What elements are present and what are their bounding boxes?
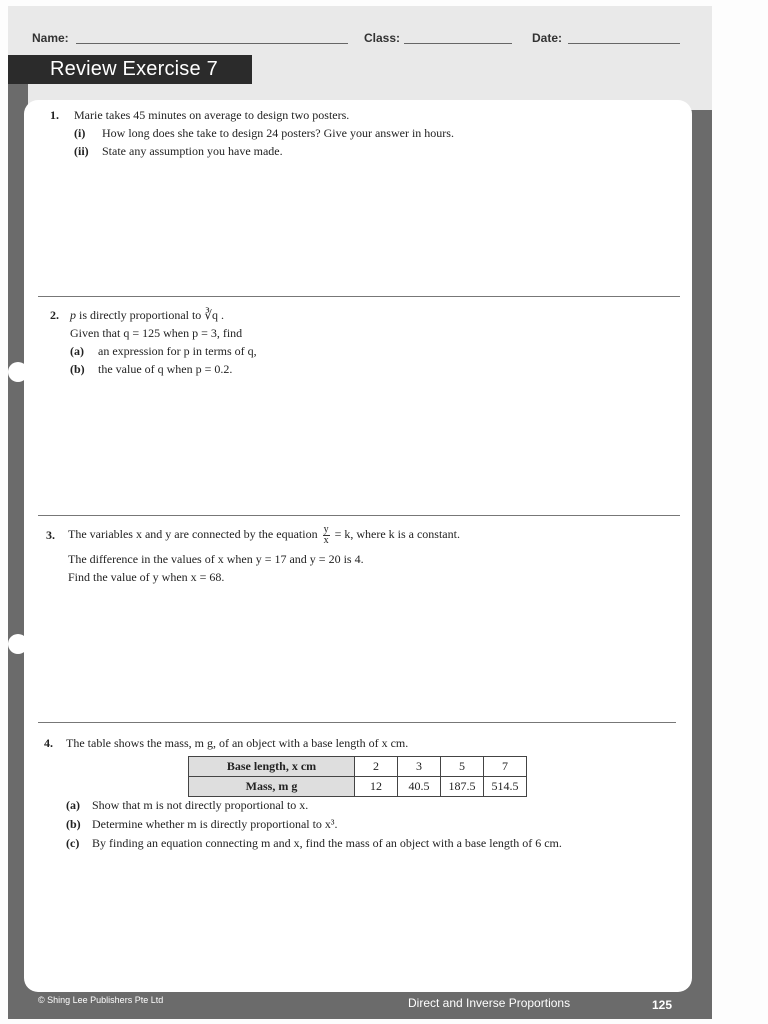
footer-page-number: 125 [652, 998, 673, 1012]
q3-fraction [323, 525, 330, 546]
q3-line1 [68, 522, 460, 546]
table-cell: 514.5 [484, 777, 527, 797]
q2-line1 [70, 308, 224, 323]
footer-chapter: Direct and Inverse Proportions [408, 996, 571, 1010]
name-line [76, 43, 348, 44]
q4-stem: The table shows the mass, m g, of an object with a base length of x cm. [66, 736, 409, 750]
q3-line2: The difference in the values of x when y = 17 and y = 20 is 4. [68, 552, 364, 566]
q4-part-text: Show that m is not directly proportional to x. [92, 798, 309, 812]
q2-number: 2. [50, 308, 59, 322]
q4-part-text: By finding an equation connecting m and x, find the mass of an object with a base length of 6 cm. [92, 836, 562, 850]
name-label: Name: [32, 31, 69, 45]
table-cell: 5 [441, 757, 484, 777]
table-header-cell: Base length, x cm [189, 757, 355, 777]
q1-number: 1. [50, 108, 59, 122]
q3-number: 3. [46, 528, 55, 542]
q4-part-text: Determine whether m is directly proportional to x³. [92, 817, 338, 831]
class-line [404, 43, 512, 44]
q1-part-label: (i) [74, 126, 86, 140]
date-label: Date: [532, 31, 563, 45]
q3-fraction-numerator: y [323, 523, 329, 535]
q2-variable: p [70, 308, 76, 322]
table-cell: 3 [398, 757, 441, 777]
table-cell: 2 [355, 757, 398, 777]
table-cell: 12 [355, 777, 398, 797]
q3-line1-start: The variables x and y are connected by the equation [68, 527, 321, 541]
class-label: Class: [364, 31, 401, 45]
q4-part-label: (b) [66, 817, 81, 831]
content-card [24, 100, 692, 992]
q2-part-label: (b) [70, 362, 85, 376]
q4-part-label: (c) [66, 836, 80, 850]
table-row [189, 777, 527, 797]
table-header-cell: Mass, m g [189, 777, 355, 797]
table-cell: 40.5 [398, 777, 441, 797]
divider [38, 722, 676, 723]
q4-number: 4. [44, 736, 53, 750]
q2-part-text: an expression for p in terms of q, [98, 344, 257, 358]
punch-hole-bottom [8, 634, 28, 654]
q3-fraction-denominator: x [323, 534, 329, 546]
q2-line1-end: . [217, 308, 224, 322]
data-table [188, 756, 527, 797]
q1-part-label: (ii) [74, 144, 89, 158]
divider [38, 515, 680, 516]
q4-part-label: (a) [66, 798, 80, 812]
divider [38, 296, 680, 297]
page-title: Review Exercise 7 [50, 58, 218, 80]
q1-part-text: How long does she take to design 24 posters? Give your answer in hours. [102, 126, 454, 140]
q2-line2: Given that q = 125 when p = 3, find [70, 326, 243, 340]
q2-cube-root: ∛q [204, 308, 218, 322]
q2-part-label: (a) [70, 344, 84, 358]
q3-line3: Find the value of y when x = 68. [68, 570, 225, 584]
table-row [189, 757, 527, 777]
q1-part-text: State any assumption you have made. [102, 144, 283, 158]
q3-line1-end: = k, where k is a constant. [331, 527, 460, 541]
q2-part-text: the value of q when p = 0.2. [98, 362, 233, 376]
q2-line1-text: is directly proportional to [76, 308, 205, 322]
footer-publisher: © Shing Lee Publishers Pte Ltd [38, 995, 164, 1005]
q1-stem: Marie takes 45 minutes on average to design two posters. [74, 108, 350, 122]
date-line [568, 43, 680, 44]
table-cell: 187.5 [441, 777, 484, 797]
table-cell: 7 [484, 757, 527, 777]
punch-hole-top [8, 362, 28, 382]
